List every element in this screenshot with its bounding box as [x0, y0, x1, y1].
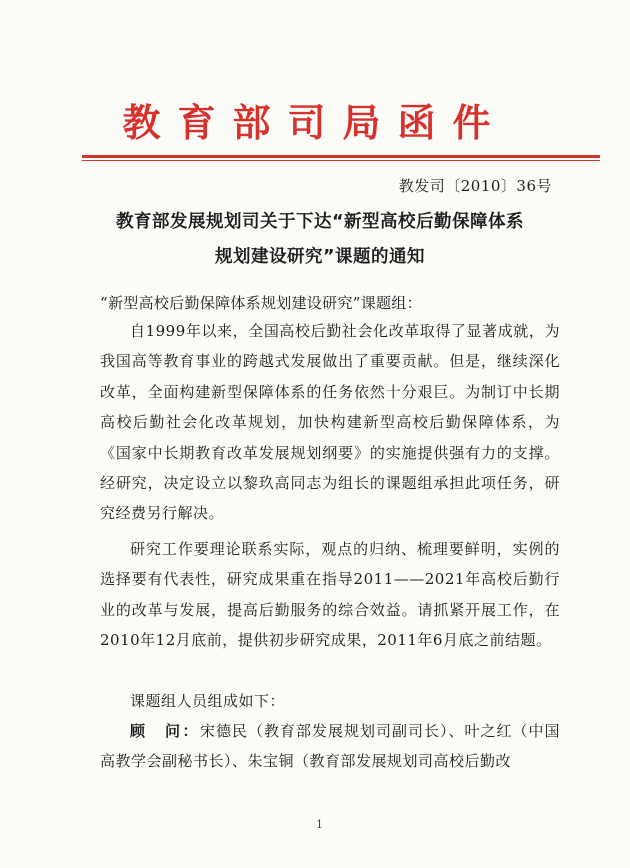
addressee: “新型高校后勤保障体系规划建设研究”课题组：: [100, 294, 422, 312]
body-paragraph-1: 自1999年以来，全国高校后勤社会化改革取得了显著成就，为我国高等教育事业的跨越式发展做出了重要贡献。但是，继续深化改革，全面构建新型保障体系的任务依然十分艰巨。为制订中长期高校后勤社会化改革规划，加快构建新型高校后勤保障体系，为《国家中长期教育改革发展规划纲要》的实施提供强有力的支撑。经研究，决定设立以黎玖高同志为组长的课题组承担此项任务，研究经费另行解决。: [100, 322, 560, 523]
document-number: 教发司〔2010〕36号: [398, 177, 552, 195]
document-title-line1: 教育部发展规划司关于下达“新型高校后勤保障体系: [116, 212, 524, 232]
body-paragraph-3: 课题组人员组成如下：: [130, 692, 286, 710]
advisor-text: 宋德民（教育部发展规划司副司长）、叶之红（中国高教学会副秘书长）、朱宝铜（教育部发展规划司高校后勤改: [100, 722, 560, 771]
document-title-line2: 规划建设研究”课题的通知: [214, 247, 425, 267]
body-paragraph-2: 研究工作要理论联系实际，观点的归纳、梳理要鲜明，实例的选择要有代表性，研究成果重在指导2011——2021年高校后勤行业的改革与发展，提高后勤服务的综合效益。请抓紧开展工作，在2010年12月底前，提供初步研究成果，2011年6月底之前结题。: [100, 540, 560, 650]
letterhead-title: 教育部司局函件: [122, 100, 508, 145]
advisor-paragraph: [100, 716, 560, 777]
letterhead-rule-thin: [82, 160, 600, 161]
advisor-label: 顾 问：: [130, 722, 200, 740]
page-number: 1: [316, 818, 323, 831]
letterhead-rule-thick: [82, 155, 600, 158]
